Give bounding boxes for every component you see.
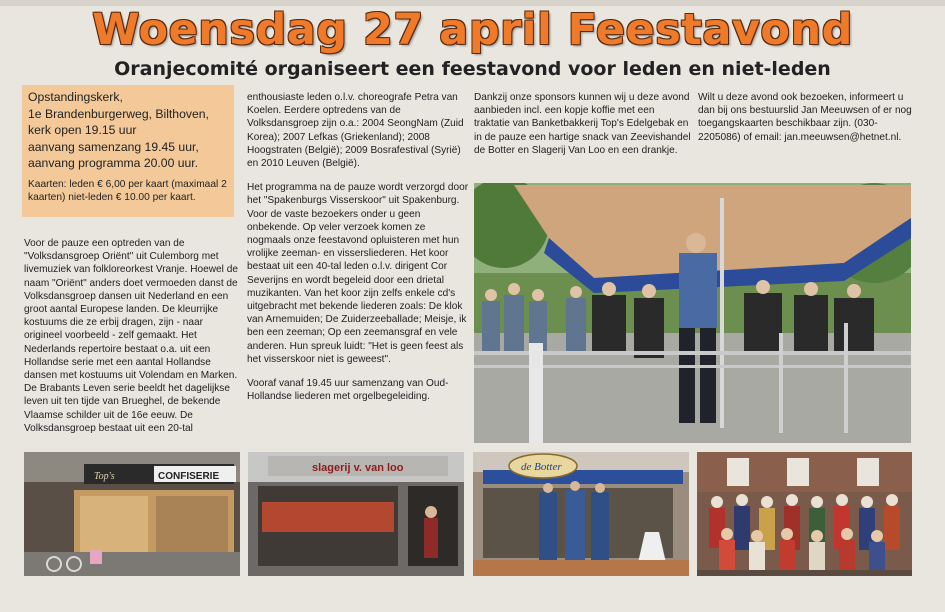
article-column-3	[474, 91, 692, 168]
fishshop-storefront-photo	[473, 452, 689, 576]
bakery-sign-right: CONFISERIE	[158, 471, 220, 482]
fishshop-sign: de Botter	[521, 461, 562, 473]
ticket-prices: Kaarten: leden € 6,00 per kaart (maximaal 2 kaarten) niet-leden € 10.00 per kaart.	[28, 178, 227, 203]
subheadline: Oranjecomité organiseert een feestavond voor leden en niet-leden	[114, 58, 831, 80]
article-column-4	[698, 91, 916, 155]
article-column-2	[247, 91, 469, 414]
bakery-storefront-photo	[24, 452, 240, 576]
folk-dance-group-photo	[697, 452, 912, 576]
paragraph: Dankzij onze sponsors kunnen wij u deze avond aanbieden incl. een kopje koffie met een traktatie van Banketbakkerij Top's Edelgebak en in de pauze een hartige snack van Zeevishandel de Botter en Slagerij Van Loo en een drankje.	[474, 92, 691, 156]
venue-line: kerk open 19.15 uur	[28, 123, 137, 137]
venue-line: 1e Brandenburgerweg, Bilthoven,	[28, 106, 209, 121]
butcher-sign: slagerij v. van loo	[312, 462, 404, 474]
paragraph: enthousiaste leden o.l.v. choreografe Petra van Koelen. Eerdere optredens van de Volksdansgroep zijn o.a.: 2004 SeongNam (Zuid Korea); 2007 Lefkas (Griekenland); 2008 Hoogstraten (België); 2009 Bosrafestival (Syrië) en 2010 Leuven (België).	[247, 92, 464, 170]
butcher-storefront-photo	[248, 452, 464, 576]
venue-line: aanvang samenzang 19.45 uur,	[28, 139, 199, 154]
venue-details	[28, 89, 228, 172]
paragraph: Vooraf vanaf 19.45 uur samenzang van Oud-Hollandse liederen met orgelbegeleiding.	[247, 378, 449, 403]
bakery-sign-left: Top's	[94, 471, 115, 482]
article-column-1	[24, 237, 238, 446]
headline: Woensdag 27 april Feestavond	[92, 5, 853, 55]
paragraph: Voor de pauze een optreden van de "Volksdansgroep Oriënt" uit Culemborg met livemuziek van folkloreorkest Vranje. Hoewel de naam "Oriënt" anders doet vermoeden danst de Volksdansgroep dansen uit Nederland en een groot aantal Europese landen. De kleurrijke kostuums die ze erbij dragen, zijn - naar origineel voorbeeld - zelf gemaakt. Het Nederlands repertoire bestaat o.a. uit een Hollandse serie met een aantal Hollandse dansen met kostuums uit Volendam en Marken. De Brabants Leven serie beeldt het dagelijkse leven uit ten tijde van Brueghel, de bekende Vlaamse schilder uit de 16e eeuw. De Volksdansgroep bestaat uit een 20-tal	[24, 238, 238, 434]
paragraph: Wilt u deze avond ook bezoeken, informeert u dan bij ons bestuurslid Jan Meeuwsen of er nog toegangskaarten beschikbaar zijn. (030-2205086) of email: jan.meeuwsen@hetnet.nl.	[698, 92, 912, 143]
choir-performance-photo	[474, 183, 911, 443]
venue-line: Opstandingskerk,	[28, 90, 123, 104]
event-info-box	[22, 85, 234, 217]
venue-line: aanvang programma 20.00 uur.	[28, 156, 199, 170]
paragraph: Het programma na de pauze wordt verzorgd door het "Spakenburgs Visserskoor" uit Spakenburg. Voor de vaste bezoekers onder u geen onbekende. Op veler verzoek komen ze nogmaals onze feestavond opluisteren met hun vrolijke zeeman- en vissersliederen. Het koor bestaat uit een 40-tal leden o.l.v. dirigent Cor Severijns en wordt begeleid door een drietal muzikanten. Van het koor zijn zelfs enkele cd's uitgebracht met bekende liederen zoals: De klok van Arnemuiden; De Zuiderzeeballade; Meisje, ik ben een zeeman; Op een zeemansgraf en vele anderen. Hun spreuk luidt: "Het is geen feest als het visserskoor niet is geweest".	[247, 182, 469, 365]
